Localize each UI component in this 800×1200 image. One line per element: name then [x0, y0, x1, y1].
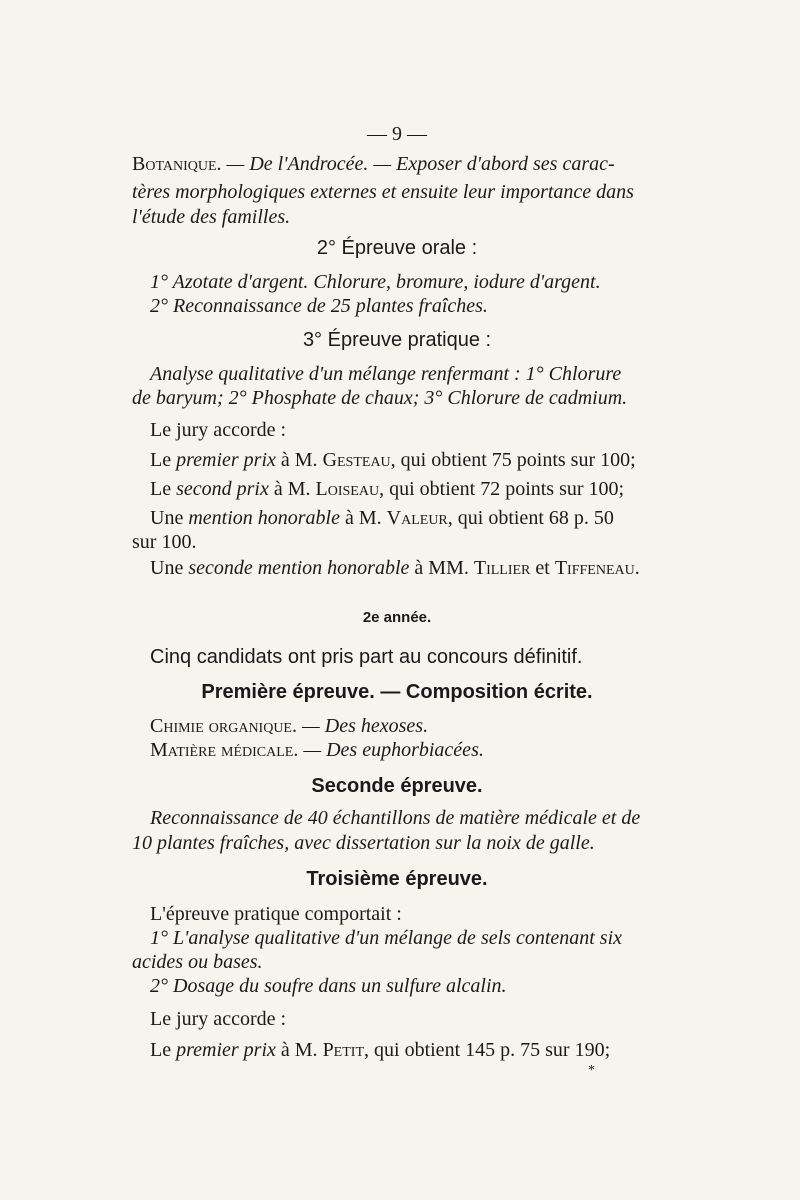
- text-span: à M.: [273, 478, 311, 500]
- page-number-text: — 9 —: [367, 123, 427, 145]
- person-name: Tiffeneau.: [554, 557, 640, 579]
- text-span: second prix: [176, 478, 269, 500]
- text-line: [150, 714, 680, 738]
- text-span: — Des hexoses.: [302, 715, 429, 737]
- text-line: acides ou bases.: [132, 951, 263, 973]
- person-name: Gesteau,: [322, 449, 396, 471]
- text-line: [150, 506, 680, 530]
- text-line: 10 plantes fraîches, avec dissertation sur la noix de galle.: [132, 832, 595, 854]
- text-line: [132, 152, 677, 176]
- text-span: seconde mention honorable: [188, 557, 410, 579]
- text-line: L'épreuve pratique comportait :: [150, 903, 402, 925]
- text-span: Le: [150, 478, 172, 500]
- page-number: [132, 122, 662, 146]
- text-line: sur 100.: [132, 531, 197, 553]
- text-line: 2° Reconnaissance de 25 plantes fraîches.: [150, 295, 488, 317]
- text-span: à M.: [280, 449, 318, 471]
- text-span: qui obtient 75 points sur 100;: [400, 449, 636, 471]
- person-name: Tillier: [473, 557, 531, 579]
- person-name: Petit,: [322, 1039, 370, 1061]
- text-line: 1° Azotate d'argent. Chlorure, bromure, iodure d'argent.: [150, 271, 601, 293]
- text-line: [150, 556, 680, 580]
- text-span: premier prix: [176, 1039, 276, 1061]
- text-line: Analyse qualitative d'un mélange renfermant : 1° Chlorure: [150, 363, 622, 385]
- text-line: 2° Dosage du soufre dans un sulfure alcalin.: [150, 975, 507, 997]
- text-line: [150, 477, 680, 501]
- section-heading: Seconde épreuve.: [311, 775, 483, 797]
- text-line: [150, 1038, 680, 1062]
- text-span: et: [535, 557, 550, 579]
- text-span: qui obtient 145 p. 75 sur 190;: [374, 1039, 611, 1061]
- text-span: Le: [150, 449, 172, 471]
- section-heading: 2° Épreuve orale :: [316, 237, 478, 259]
- text-line: [150, 448, 680, 472]
- text-span: Une: [150, 507, 184, 529]
- text-span: premier prix: [176, 449, 276, 471]
- text-line: 1° L'analyse qualitative d'un mélange de sels contenant six: [150, 927, 623, 949]
- text-line: tères morphologiques externes et ensuite leur importance dans: [132, 181, 634, 203]
- text-line: Cinq candidats ont pris part au concours définitif.: [150, 646, 583, 668]
- section-heading: 3° Épreuve pratique :: [302, 329, 492, 351]
- year-heading: 2e année.: [362, 609, 432, 626]
- text-span: à MM.: [414, 557, 469, 579]
- text-span: à M.: [280, 1039, 318, 1061]
- section-label: Chimie organique.: [150, 715, 297, 737]
- text-span: à M.: [344, 507, 382, 529]
- person-name: Loiseau,: [315, 478, 385, 500]
- person-name: Valeur,: [386, 507, 453, 529]
- section-label: Matière médicale.: [150, 739, 299, 761]
- text-span: — De l'Androcée. — Exposer d'abord ses carac-: [226, 153, 615, 175]
- section-heading: Troisième épreuve.: [306, 868, 488, 890]
- text-span: Le: [150, 1039, 172, 1061]
- section-heading: Première épreuve. — Composition écrite.: [201, 681, 593, 703]
- text-line: Reconnaissance de 40 échantillons de matière médicale et de: [150, 807, 641, 829]
- text-span: qui obtient 68 p. 50: [457, 507, 614, 529]
- text-line: Le jury accorde :: [150, 1008, 287, 1030]
- asterisk-mark: *: [588, 1063, 595, 1078]
- text-line: [150, 738, 680, 762]
- text-line: l'étude des familles.: [132, 206, 291, 228]
- text-span: mention honorable: [188, 507, 340, 529]
- text-span: — Des euphorbiacées.: [303, 739, 484, 761]
- text-line: de baryum; 2° Phosphate de chaux; 3° Chlorure de cadmium.: [132, 387, 628, 409]
- text-span: qui obtient 72 points sur 100;: [389, 478, 625, 500]
- section-label: Botanique.: [132, 153, 222, 175]
- text-line: Le jury accorde :: [150, 419, 287, 441]
- text-span: Une: [150, 557, 184, 579]
